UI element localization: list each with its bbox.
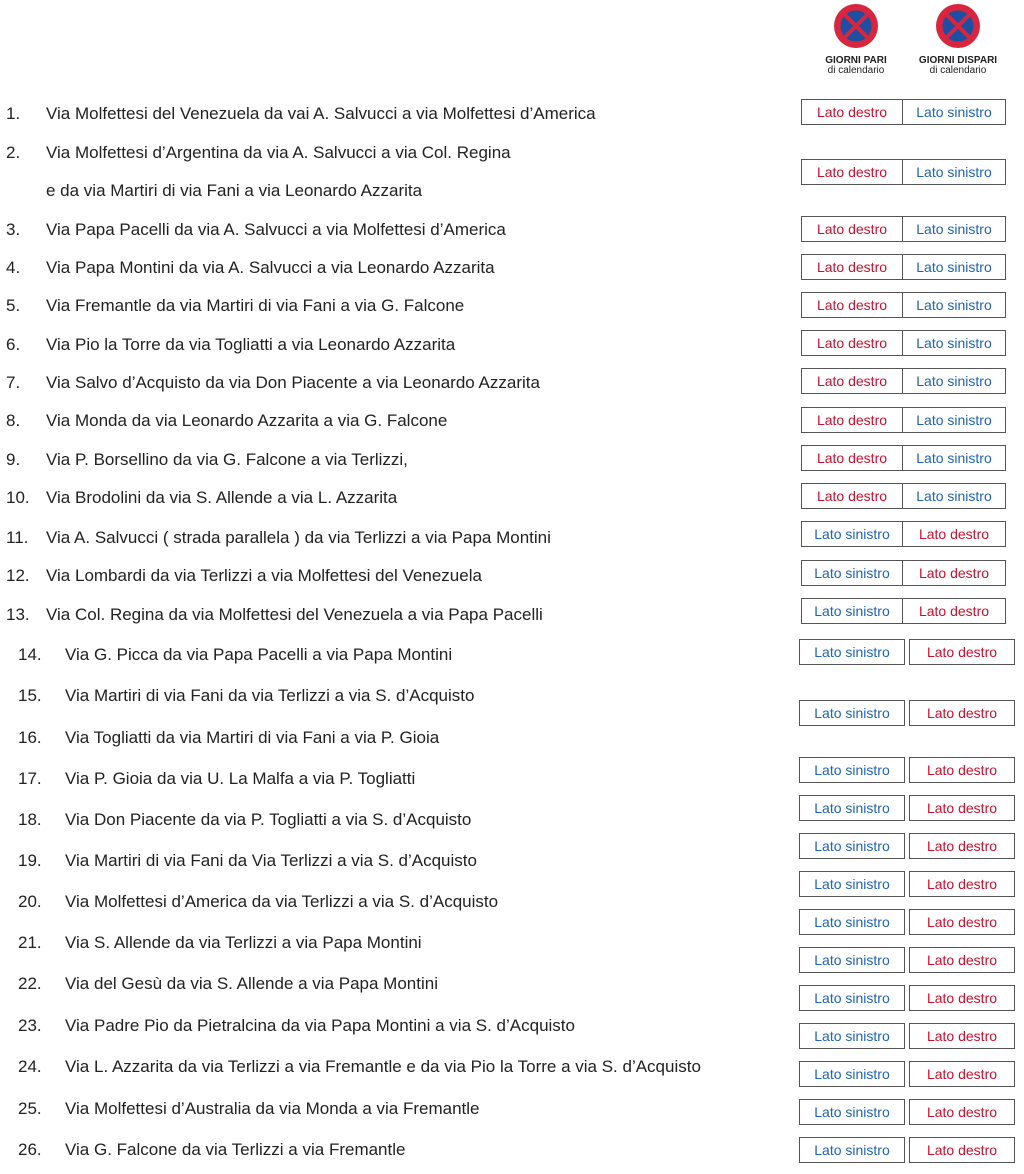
giorni-pari-column-header bbox=[806, 0, 906, 76]
side-box-pair bbox=[801, 254, 1007, 280]
giorni-pari-label: GIORNI PARI bbox=[825, 55, 887, 66]
pari-side-box: Lato destro bbox=[801, 254, 903, 280]
street-description: Via Papa Pacelli da via A. Salvucci a via Molfettesi d’America bbox=[46, 220, 506, 239]
item-number: 17. bbox=[18, 769, 42, 788]
pari-side-box: Lato sinistro bbox=[799, 700, 905, 726]
giorni-dispari-sublabel: di calendario bbox=[929, 65, 987, 76]
item-number: 5. bbox=[6, 296, 21, 315]
dispari-side-box: Lato destro bbox=[909, 639, 1015, 665]
pari-side-box: Lato sinistro bbox=[801, 521, 903, 547]
pari-side-box: Lato sinistro bbox=[799, 757, 905, 783]
item-number: 22. bbox=[18, 974, 42, 993]
dispari-side-box: Lato destro bbox=[909, 947, 1015, 973]
item-number: 1. bbox=[6, 104, 21, 123]
dispari-side-box: Lato sinistro bbox=[902, 292, 1006, 318]
side-box-pair bbox=[799, 1137, 1015, 1163]
side-box-pair bbox=[799, 1099, 1015, 1125]
street-description: Via Lombardi da via Terlizzi a via Molfettesi del Venezuela bbox=[46, 566, 482, 585]
dispari-side-box: Lato destro bbox=[909, 833, 1015, 859]
pari-side-box: Lato sinistro bbox=[799, 909, 905, 935]
pari-side-box: Lato sinistro bbox=[799, 871, 905, 897]
pari-side-box: Lato sinistro bbox=[799, 833, 905, 859]
pari-side-box: Lato destro bbox=[801, 292, 903, 318]
side-box-pair bbox=[799, 795, 1015, 821]
item-number: 20. bbox=[18, 892, 42, 911]
pari-side-box: Lato sinistro bbox=[799, 985, 905, 1011]
item-number: 12. bbox=[6, 566, 30, 585]
dispari-side-box: Lato destro bbox=[909, 985, 1015, 1011]
pari-side-box: Lato destro bbox=[801, 99, 903, 125]
street-description: Via Papa Montini da via A. Salvucci a via Leonardo Azzarita bbox=[46, 258, 495, 277]
side-box-pair bbox=[799, 1061, 1015, 1087]
street-description: Via Pio la Torre da via Togliatti a via Leonardo Azzarita bbox=[46, 335, 456, 354]
street-description: Via Fremantle da via Martiri di via Fani a via G. Falcone bbox=[46, 296, 465, 315]
item-number: 8. bbox=[6, 411, 21, 430]
item-number: 10. bbox=[6, 488, 30, 507]
item-number: 2. bbox=[6, 143, 21, 162]
side-box-pair bbox=[801, 99, 1007, 125]
item-number: 3. bbox=[6, 220, 21, 239]
dispari-side-box: Lato sinistro bbox=[902, 99, 1006, 125]
side-box-pair bbox=[801, 330, 1007, 356]
pari-side-box: Lato sinistro bbox=[801, 560, 903, 586]
pari-side-box: Lato sinistro bbox=[799, 1137, 905, 1163]
side-box-pair bbox=[801, 216, 1007, 242]
no-parking-sign-icon bbox=[832, 2, 880, 50]
pari-side-box: Lato destro bbox=[801, 368, 903, 394]
dispari-side-box: Lato destro bbox=[909, 909, 1015, 935]
street-description: Via del Gesù da via S. Allende a via Papa Montini bbox=[65, 974, 438, 993]
side-box-pair bbox=[801, 483, 1007, 509]
street-description: Via Monda da via Leonardo Azzarita a via G. Falcone bbox=[46, 411, 448, 430]
dispari-side-box: Lato sinistro bbox=[902, 407, 1006, 433]
pari-side-box: Lato destro bbox=[801, 445, 903, 471]
pari-side-box: Lato sinistro bbox=[799, 1061, 905, 1087]
side-box-pair bbox=[801, 521, 1007, 547]
side-box-pair bbox=[799, 639, 1015, 665]
dispari-side-box: Lato sinistro bbox=[902, 483, 1006, 509]
dispari-side-box: Lato sinistro bbox=[902, 254, 1006, 280]
pari-side-box: Lato destro bbox=[801, 216, 903, 242]
street-description: Via L. Azzarita da via Terlizzi a via Fremantle e da via Pio la Torre a via S. d’Acquisto bbox=[65, 1057, 701, 1076]
dispari-side-box: Lato sinistro bbox=[902, 445, 1006, 471]
item-number: 18. bbox=[18, 810, 42, 829]
side-box-pair bbox=[799, 871, 1015, 897]
pari-side-box: Lato sinistro bbox=[799, 1099, 905, 1125]
giorni-dispari-label: GIORNI DISPARI bbox=[918, 55, 998, 66]
street-description: Via Martiri di via Fani da via Terlizzi a via S. d’Acquisto bbox=[65, 686, 475, 705]
street-description: Via S. Allende da via Terlizzi a via Papa Montini bbox=[65, 933, 422, 952]
pari-side-box: Lato destro bbox=[801, 483, 903, 509]
pari-side-box: Lato destro bbox=[801, 330, 903, 356]
side-box-pair bbox=[801, 407, 1007, 433]
street-description: Via Molfettesi d’America da via Terlizzi a via S. d’Acquisto bbox=[65, 892, 499, 911]
side-box-pair bbox=[801, 368, 1007, 394]
pari-side-box: Lato sinistro bbox=[799, 795, 905, 821]
dispari-side-box: Lato destro bbox=[909, 1061, 1015, 1087]
street-description: Via G. Falcone da via Terlizzi a via Fremantle bbox=[65, 1140, 406, 1159]
item-number: 4. bbox=[6, 258, 21, 277]
street-description: Via P. Borsellino da via G. Falcone a via Terlizzi, bbox=[46, 450, 408, 469]
item-number: 23. bbox=[18, 1016, 42, 1035]
street-description: Via Brodolini da via S. Allende a via L. Azzarita bbox=[46, 488, 398, 507]
item-number: 11. bbox=[6, 528, 29, 547]
side-box-pair bbox=[799, 1023, 1015, 1049]
item-number: 16. bbox=[18, 728, 42, 747]
side-box-pair bbox=[799, 757, 1015, 783]
side-box-pair bbox=[801, 159, 1007, 185]
pari-side-box: Lato destro bbox=[801, 159, 903, 185]
dispari-side-box: Lato destro bbox=[902, 560, 1006, 586]
item-number: 9. bbox=[6, 450, 21, 469]
street-description: Via G. Picca da via Papa Pacelli a via Papa Montini bbox=[65, 645, 453, 664]
giorni-pari-sublabel: di calendario bbox=[827, 65, 885, 76]
side-box-pair bbox=[801, 598, 1007, 624]
street-description: Via P. Gioia da via U. La Malfa a via P. Togliatti bbox=[65, 769, 416, 788]
no-parking-sign-icon bbox=[934, 2, 982, 50]
item-number: 24. bbox=[18, 1057, 42, 1076]
pari-side-box: Lato sinistro bbox=[801, 598, 903, 624]
street-description: Via Molfettesi d’Argentina da via A. Salvucci a via Col. Regina bbox=[46, 143, 511, 162]
item-number: 26. bbox=[18, 1140, 42, 1159]
dispari-side-box: Lato destro bbox=[909, 1137, 1015, 1163]
item-number: 19. bbox=[18, 851, 42, 870]
street-description: Via Togliatti da via Martiri di via Fani a via P. Gioia bbox=[65, 728, 440, 747]
item-number: 7. bbox=[6, 373, 21, 392]
dispari-side-box: Lato sinistro bbox=[902, 159, 1006, 185]
side-box-pair bbox=[801, 560, 1007, 586]
item-number: 15. bbox=[18, 686, 42, 705]
dispari-side-box: Lato destro bbox=[909, 757, 1015, 783]
street-description: Via Padre Pio da Pietralcina da via Papa Montini a via S. d’Acquisto bbox=[65, 1016, 575, 1035]
dispari-side-box: Lato destro bbox=[902, 598, 1006, 624]
street-description: Via Col. Regina da via Molfettesi del Venezuela a via Papa Pacelli bbox=[46, 605, 543, 624]
street-description: Via Molfettesi del Venezuela da vai A. Salvucci a via Molfettesi d’America bbox=[46, 104, 596, 123]
item-number: 25. bbox=[18, 1099, 42, 1118]
dispari-side-box: Lato sinistro bbox=[902, 330, 1006, 356]
side-box-pair bbox=[799, 985, 1015, 1011]
street-description: Via Martiri di via Fani da Via Terlizzi a via S. d’Acquisto bbox=[65, 851, 477, 870]
item-number: 6. bbox=[6, 335, 21, 354]
street-description: Via Molfettesi d’Australia da via Monda a via Fremantle bbox=[65, 1099, 480, 1118]
dispari-side-box: Lato destro bbox=[902, 521, 1006, 547]
dispari-side-box: Lato destro bbox=[909, 1023, 1015, 1049]
street-description: Via A. Salvucci ( strada parallela ) da via Terlizzi a via Papa Montini bbox=[46, 528, 551, 547]
side-box-pair bbox=[799, 700, 1015, 726]
pari-side-box: Lato sinistro bbox=[799, 639, 905, 665]
street-description-continued: e da via Martiri di via Fani a via Leonardo Azzarita bbox=[46, 181, 423, 200]
side-box-pair bbox=[801, 292, 1007, 318]
pari-side-box: Lato destro bbox=[801, 407, 903, 433]
side-box-pair bbox=[799, 833, 1015, 859]
dispari-side-box: Lato destro bbox=[909, 871, 1015, 897]
item-number: 13. bbox=[6, 605, 30, 624]
dispari-side-box: Lato destro bbox=[909, 795, 1015, 821]
item-number: 21. bbox=[18, 933, 42, 952]
street-description: Via Don Piacente da via P. Togliatti a via S. d’Acquisto bbox=[65, 810, 472, 829]
calendar-header bbox=[806, 0, 1024, 92]
dispari-side-box: Lato sinistro bbox=[902, 216, 1006, 242]
item-number: 14. bbox=[18, 645, 42, 664]
pari-side-box: Lato sinistro bbox=[799, 1023, 905, 1049]
side-box-pair bbox=[799, 947, 1015, 973]
side-box-pair bbox=[799, 909, 1015, 935]
dispari-side-box: Lato destro bbox=[909, 700, 1015, 726]
giorni-dispari-column-header bbox=[908, 0, 1008, 76]
dispari-side-box: Lato sinistro bbox=[902, 368, 1006, 394]
dispari-side-box: Lato destro bbox=[909, 1099, 1015, 1125]
pari-side-box: Lato sinistro bbox=[799, 947, 905, 973]
side-box-pair bbox=[801, 445, 1007, 471]
street-description: Via Salvo d’Acquisto da via Don Piacente a via Leonardo Azzarita bbox=[46, 373, 540, 392]
